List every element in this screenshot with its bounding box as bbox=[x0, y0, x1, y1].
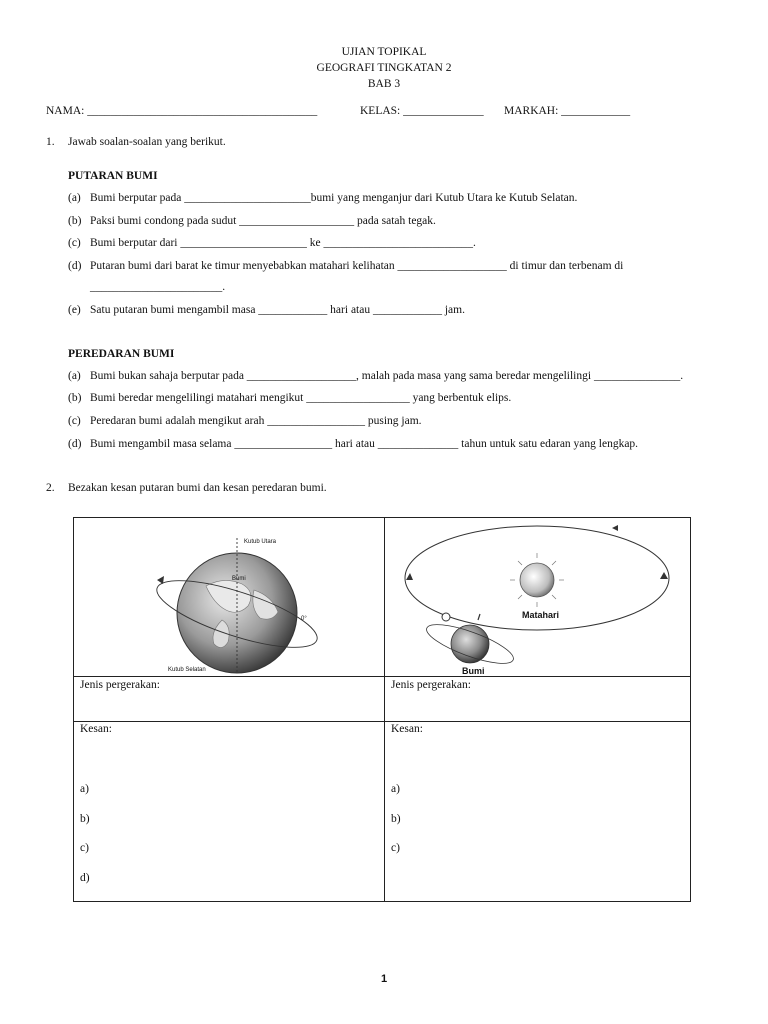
putaran-text-c: Bumi berputar dari ______________________ ke __________________________. bbox=[90, 237, 476, 249]
q2-number: 2. bbox=[46, 482, 55, 494]
comparison-table bbox=[73, 517, 691, 902]
table-divider-1 bbox=[74, 676, 690, 677]
putaran-text-e: Satu putaran bumi mengambil masa ____________ hari atau ____________ jam. bbox=[90, 304, 465, 316]
peredaran-text-c: Peredaran bumi adalah mengikut arah _________________ pusing jam. bbox=[90, 415, 422, 427]
section-peredaran-title: PEREDARAN BUMI bbox=[68, 348, 175, 360]
right-effect-a: a) bbox=[391, 783, 400, 795]
q2-instruction: Bezakan kesan putaran bumi dan kesan peredaran bumi. bbox=[68, 482, 327, 494]
page-number: 1 bbox=[380, 973, 388, 985]
figure-label-bumi-left: Bumi bbox=[232, 576, 246, 582]
figure-label-degree: 0° bbox=[301, 616, 307, 622]
peredaran-label-b: (b) bbox=[68, 392, 82, 404]
table-divider-2 bbox=[74, 721, 690, 722]
kelas-field: KELAS: ______________ bbox=[360, 105, 484, 117]
q1-instruction: Jawab soalan-soalan yang berikut. bbox=[68, 136, 226, 148]
figure-label-bumi-right: Bumi bbox=[462, 666, 485, 676]
title-line-3: BAB 3 bbox=[367, 78, 401, 90]
peredaran-text-a: Bumi bukan sahaja berputar pada ___________________, malah pada masa yang sama beredar mengelilingi _______________. bbox=[90, 370, 684, 382]
nama-field: NAMA: ________________________________________ bbox=[46, 105, 318, 117]
left-effect-c: c) bbox=[80, 842, 89, 854]
left-effect-d: d) bbox=[80, 872, 90, 884]
left-effect-label: Kesan: bbox=[80, 723, 112, 735]
figure-label-kutub-utara: Kutub Utara bbox=[244, 539, 277, 545]
putaran-text-d: Putaran bumi dari barat ke timur menyebabkan matahari kelihatan ___________________ di timur dan terbenam di bbox=[90, 260, 624, 272]
putaran-label-c: (c) bbox=[68, 237, 81, 249]
figure-label-matahari: Matahari bbox=[522, 610, 560, 620]
figure-label-kutub-selatan: Kutub Selatan bbox=[168, 667, 206, 673]
earth-rotation-figure bbox=[144, 528, 324, 674]
right-effect-c: c) bbox=[391, 842, 400, 854]
putaran-label-b: (b) bbox=[68, 215, 82, 227]
q1-number: 1. bbox=[46, 136, 55, 148]
markah-field: MARKAH: ____________ bbox=[504, 105, 631, 117]
left-movement-label: Jenis pergerakan: bbox=[80, 679, 160, 691]
earth-orbit-figure bbox=[392, 522, 682, 676]
peredaran-text-b: Bumi beredar mengelilingi matahari mengikut __________________ yang berbentuk elips. bbox=[90, 392, 512, 404]
sun-icon bbox=[520, 563, 554, 597]
title-line-2: GEOGRAFI TINGKATAN 2 bbox=[316, 62, 452, 74]
peredaran-label-d: (d) bbox=[68, 438, 82, 450]
putaran-label-a: (a) bbox=[68, 192, 81, 204]
right-movement-label: Jenis pergerakan: bbox=[391, 679, 471, 691]
putaran-text-b: Paksi bumi condong pada sudut ____________________ pada satah tegak. bbox=[90, 215, 436, 227]
putaran-text-d-cont: _______________________. bbox=[90, 281, 226, 293]
section-putaran-title: PUTARAN BUMI bbox=[68, 170, 158, 182]
table-vertical-divider bbox=[384, 518, 385, 901]
putaran-label-e: (e) bbox=[68, 304, 81, 316]
peredaran-label-c: (c) bbox=[68, 415, 81, 427]
title-line-1: UJIAN TOPIKAL bbox=[341, 46, 427, 58]
peredaran-label-a: (a) bbox=[68, 370, 81, 382]
putaran-label-d: (d) bbox=[68, 260, 82, 272]
putaran-text-a: Bumi berputar pada ______________________bumi yang menganjur dari Kutub Utara ke Kutub Selatan. bbox=[90, 192, 578, 204]
left-effect-a: a) bbox=[80, 783, 89, 795]
earth-icon bbox=[451, 625, 489, 663]
peredaran-text-d: Bumi mengambil masa selama _________________ hari atau ______________ tahun untuk satu edaran yang lengkap. bbox=[90, 438, 639, 450]
right-effect-b: b) bbox=[391, 813, 401, 825]
right-effect-label: Kesan: bbox=[391, 723, 423, 735]
left-effect-b: b) bbox=[80, 813, 90, 825]
